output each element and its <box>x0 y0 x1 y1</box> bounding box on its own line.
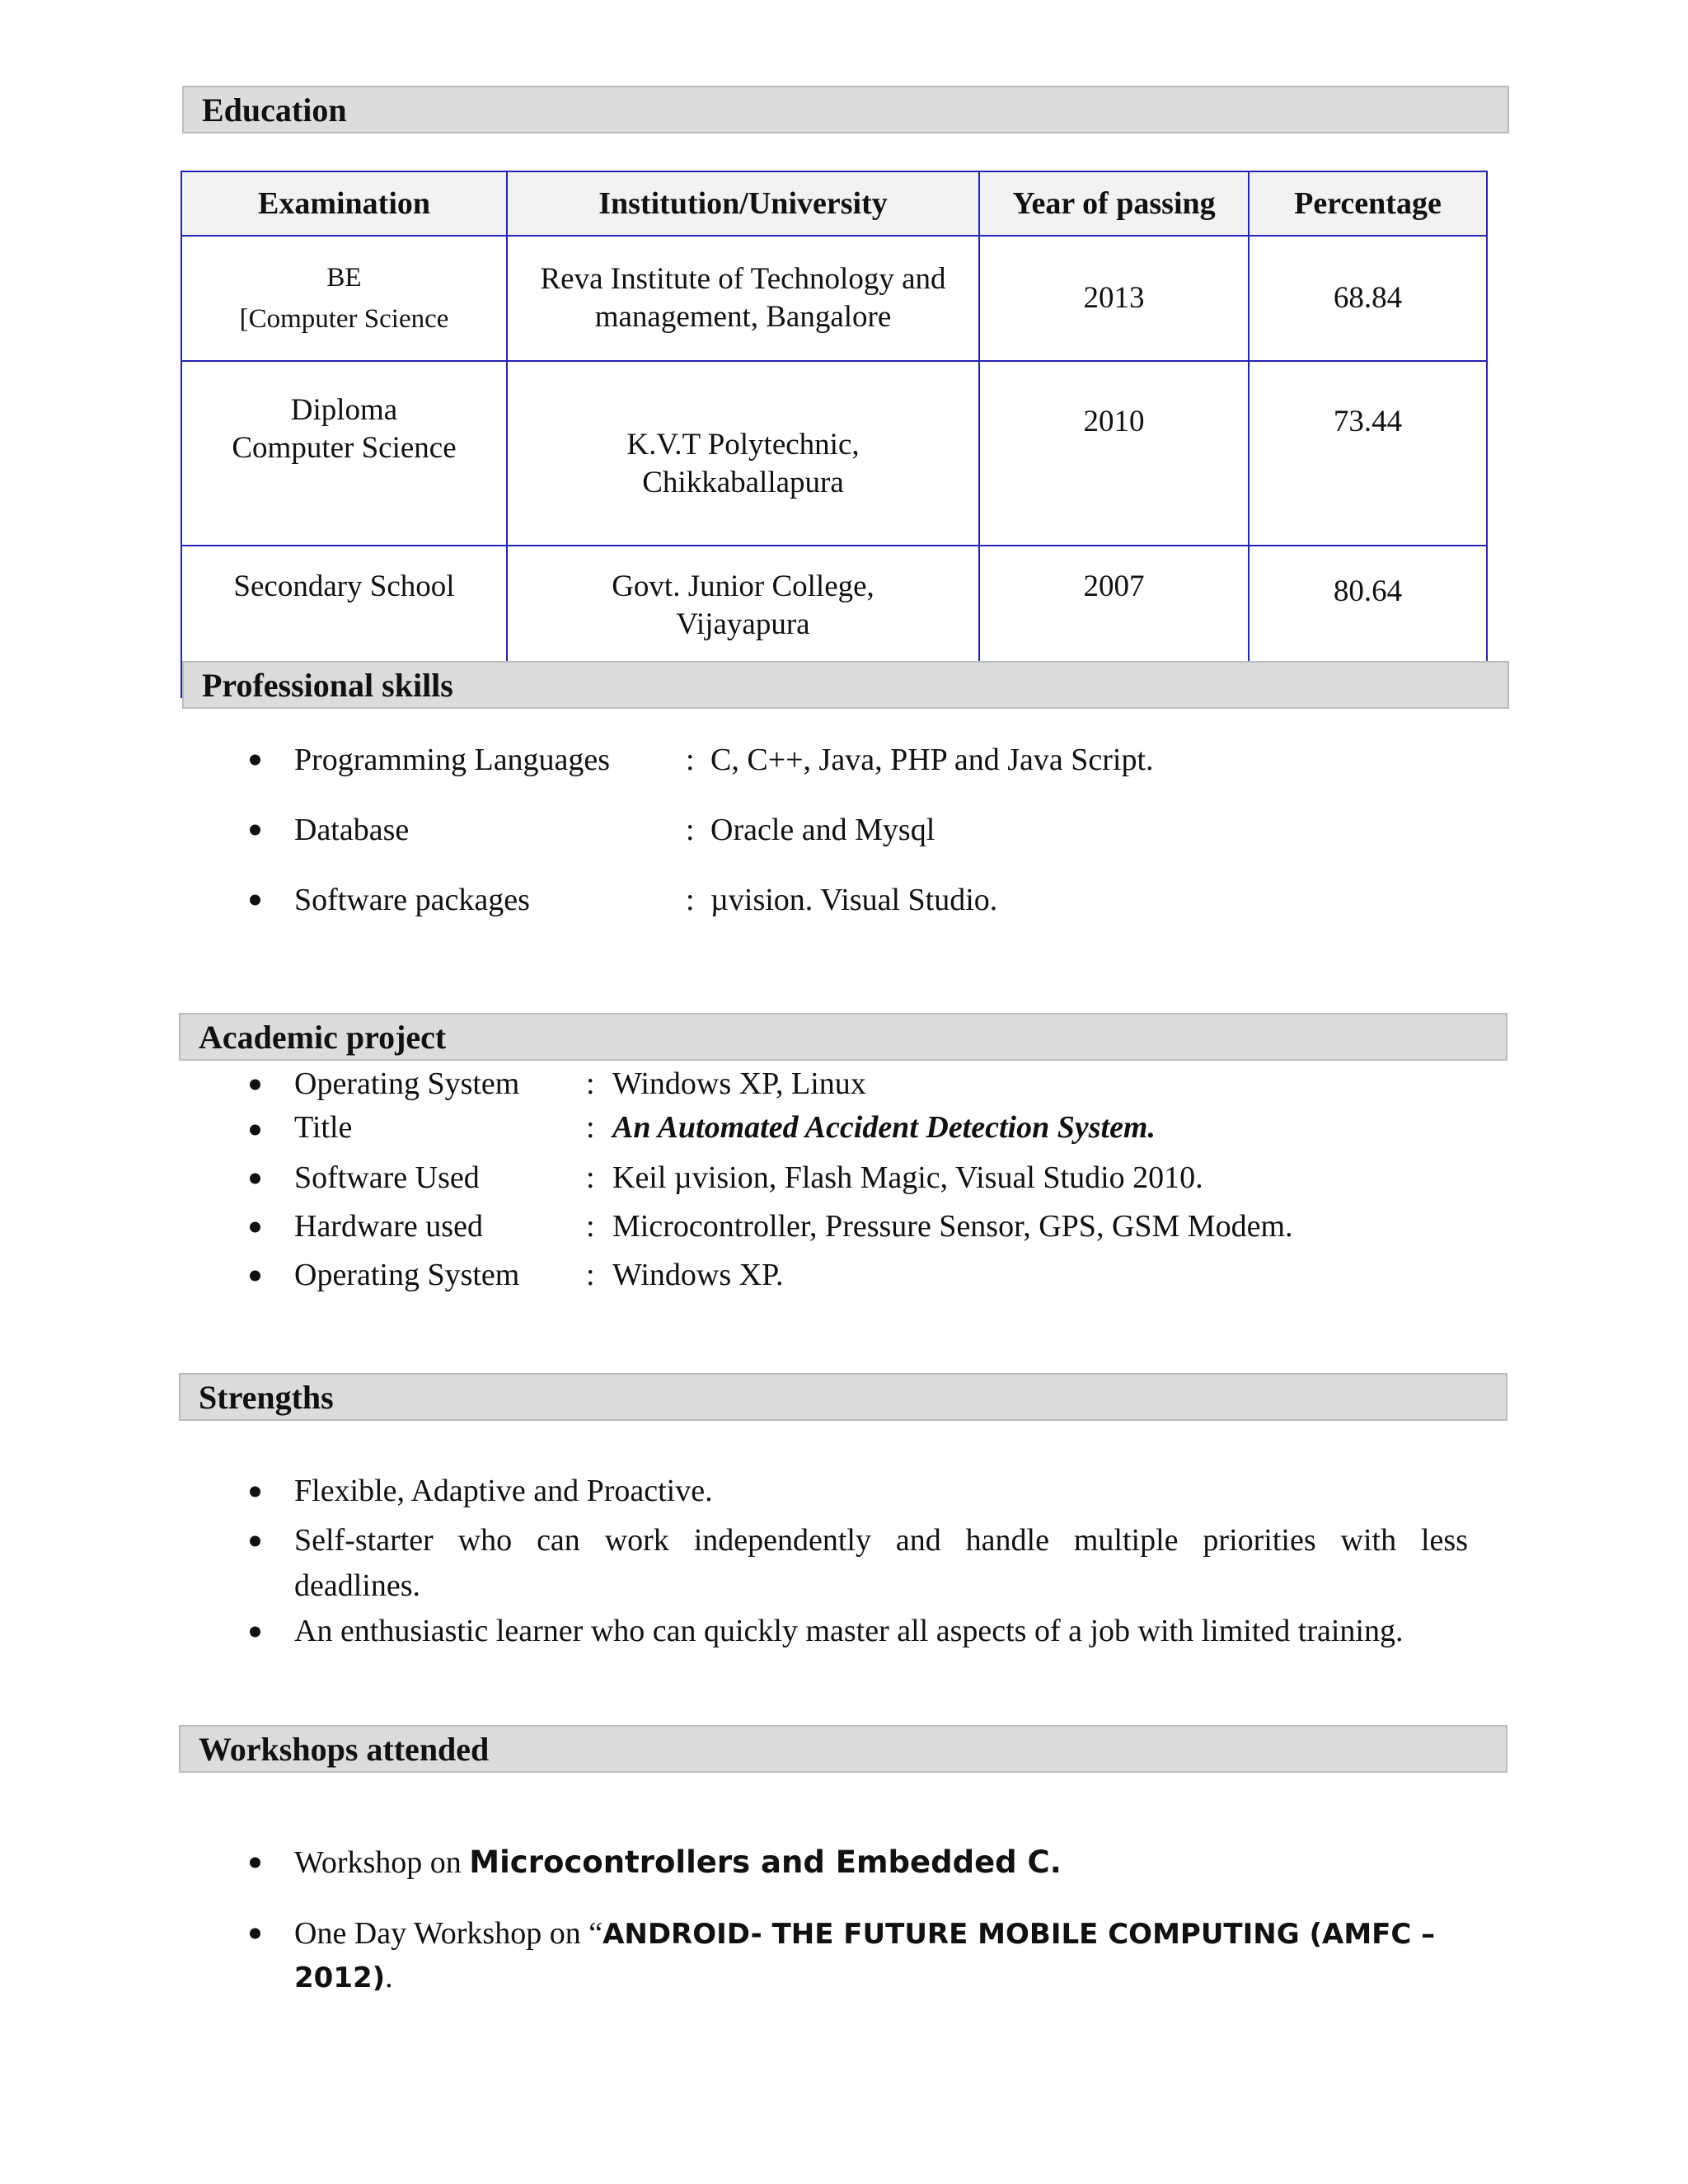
bullet-icon <box>250 1626 260 1637</box>
project-value: Keil µvision, Flash Magic, Visual Studio 2010. <box>612 1160 1203 1195</box>
list-item <box>294 737 1531 807</box>
list-item <box>294 1202 1531 1251</box>
institution-line: management, Bangalore <box>594 300 892 334</box>
list-item <box>294 1912 1489 1999</box>
bullet-icon <box>250 825 260 836</box>
workshops-heading: Workshops attended <box>179 1725 1507 1773</box>
bullet-icon <box>250 895 260 906</box>
separator: : <box>686 883 695 917</box>
workshop-title: ANDROID- THE FUTURE MOBILE COMPUTING (AMFC – <box>603 1918 1436 1951</box>
project-label: Operating System <box>294 1066 520 1101</box>
strength-text: Flexible, Adaptive and Proactive. <box>294 1474 713 1508</box>
separator: : <box>586 1209 595 1244</box>
exam-branch: Computer Science <box>232 431 457 465</box>
bullet-icon <box>250 1173 260 1183</box>
exam-branch: [Computer Science <box>239 304 449 334</box>
skill-label: Programming Languages <box>294 743 611 777</box>
exam-cell <box>181 236 507 361</box>
exam-name: Diploma <box>290 393 398 427</box>
column-header-year: Year of passing <box>979 171 1249 236</box>
institution-line: Reva Institute of Technology and <box>540 262 946 296</box>
education-heading: Education <box>182 86 1509 134</box>
list-item <box>294 1518 1468 1609</box>
strength-text: Self-starter who can work independently and handle multiple priorities with less <box>294 1523 1468 1558</box>
skill-label: Software packages <box>294 883 530 917</box>
list-item <box>294 877 1531 947</box>
project-value: Windows XP, Linux <box>612 1066 866 1101</box>
column-header-examination: Examination <box>181 171 507 236</box>
strengths-heading: Strengths <box>179 1373 1507 1421</box>
percentage-cell: 73.44 <box>1249 361 1487 546</box>
workshop-suffix: . <box>385 1960 393 1994</box>
bullet-icon <box>250 1270 260 1281</box>
table-row <box>181 361 1487 546</box>
bullet-icon <box>250 755 260 766</box>
list-item <box>294 1106 1531 1154</box>
bullet-icon <box>250 1221 260 1232</box>
institution-cell <box>507 236 979 361</box>
bullet-icon <box>250 1486 260 1497</box>
exam-name: Secondary School <box>233 569 455 603</box>
separator: : <box>586 1258 595 1292</box>
institution-line: Vijayapura <box>676 607 810 641</box>
institution-line: Chikkaballapura <box>642 466 844 499</box>
project-value: Microcontroller, Pressure Sensor, GPS, GSM Modem. <box>612 1209 1293 1244</box>
separator: : <box>586 1160 595 1195</box>
project-label: Title <box>294 1110 353 1145</box>
percentage-cell: 80.64 <box>1249 546 1487 697</box>
project-label: Operating System <box>294 1258 520 1292</box>
project-heading: Academic project <box>179 1013 1507 1061</box>
project-label: Hardware used <box>294 1209 483 1244</box>
column-header-percentage: Percentage <box>1249 171 1487 236</box>
strength-text: An enthusiastic learner who can quickly master all aspects of a job with limited training. <box>294 1614 1404 1648</box>
bullet-icon <box>250 1125 260 1136</box>
project-value: Windows XP. <box>612 1258 784 1292</box>
institution-line: K.V.T Polytechnic, <box>626 428 860 462</box>
column-header-institution: Institution/University <box>507 171 979 236</box>
year-cell: 2010 <box>979 361 1249 546</box>
exam-cell <box>181 361 507 546</box>
education-table <box>181 171 1488 698</box>
skill-value: µvision. Visual Studio. <box>710 883 998 917</box>
table-row <box>181 236 1487 361</box>
list-item <box>294 1154 1531 1202</box>
skill-value: C, C++, Java, PHP and Java Script. <box>710 743 1154 777</box>
institution-cell <box>507 361 979 546</box>
strength-text-continued: deadlines. <box>294 1568 421 1603</box>
workshops-list <box>294 1840 1489 1999</box>
list-item <box>294 1840 1489 1886</box>
year-cell: 2013 <box>979 236 1249 361</box>
list-item <box>294 1062 1531 1106</box>
separator: : <box>586 1110 595 1145</box>
strengths-list <box>294 1469 1468 1654</box>
exam-name: BE <box>326 263 362 293</box>
project-list <box>294 1062 1531 1300</box>
separator: : <box>586 1066 595 1101</box>
skill-label: Database <box>294 813 410 847</box>
workshop-prefix: One Day Workshop on “ <box>294 1916 603 1951</box>
separator: : <box>686 743 695 777</box>
list-item <box>294 1251 1531 1300</box>
bullet-icon <box>250 1929 260 1939</box>
table-header-row <box>181 171 1487 236</box>
bullet-icon <box>250 1858 260 1868</box>
list-item <box>294 1469 1468 1514</box>
skill-value: Oracle and Mysql <box>710 813 935 847</box>
bullet-icon <box>250 1536 260 1547</box>
workshop-title: Microcontrollers and Embedded C. <box>469 1844 1062 1880</box>
project-label: Software Used <box>294 1160 480 1195</box>
year-cell: 2007 <box>979 546 1249 697</box>
skills-list <box>294 737 1531 947</box>
project-title-value: An Automated Accident Detection System. <box>612 1110 1156 1145</box>
workshop-prefix: Workshop on <box>294 1845 470 1880</box>
separator: : <box>686 813 695 847</box>
list-item <box>294 807 1531 877</box>
bullet-icon <box>250 1079 260 1090</box>
list-item <box>294 1609 1468 1654</box>
institution-line: Govt. Junior College, <box>612 569 874 603</box>
percentage-cell: 68.84 <box>1249 236 1487 361</box>
workshop-title-continued: 2012) <box>294 1961 386 1994</box>
skills-heading: Professional skills <box>182 661 1509 709</box>
